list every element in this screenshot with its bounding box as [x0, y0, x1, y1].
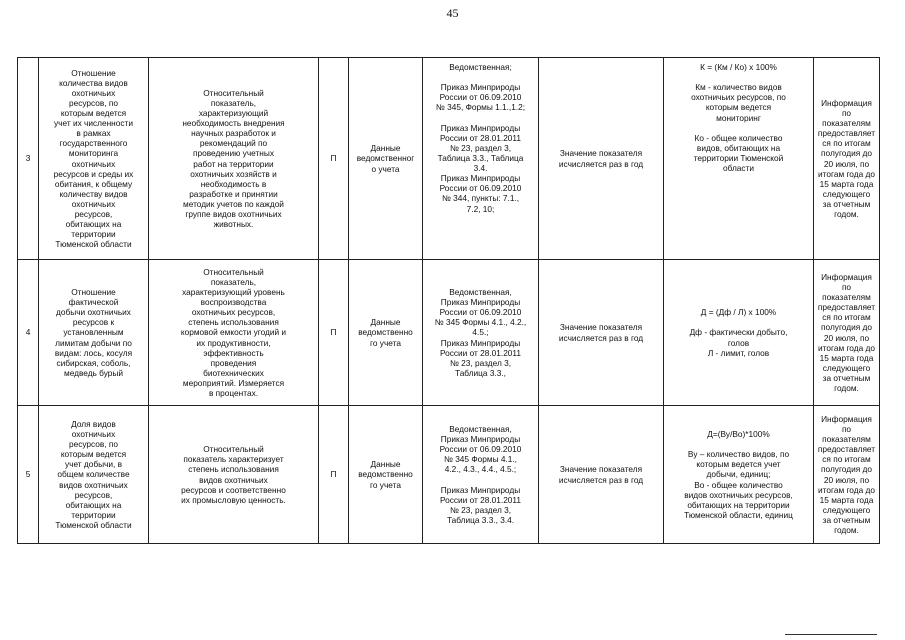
row-number: 5 — [18, 406, 39, 544]
data-source: Данные ведомственног о учета — [349, 58, 423, 260]
table-row — [18, 260, 880, 406]
indicator-description: Относительный показатель, характеризующий необходимость внедрения научных разработок и рекомендаций по проведению учетных работ на территории охотничьих хозяйств и необходимость в разработке и принятии методик учетов по каждой группе видов охотничьих животных. — [149, 58, 319, 260]
reporting-info: Информация по показателям предоставляет ся по итогам полугодия до 20 июля, по итогам года до 15 марта года следующего за отчетным годом. — [814, 406, 880, 544]
calculation-formula: Д = (Дф / Л) х 100% Дф - фактически добыто, голов Л - лимит, голов — [664, 260, 814, 406]
table-row — [18, 406, 880, 544]
reporting-info: Информация по показателям предоставляет ся по итогам полугодия до 20 июля, по итогам года до 15 марта года следующего за отчетным годом. — [814, 260, 880, 406]
scan-edge-mark — [785, 634, 877, 635]
regulatory-basis: Ведомственная; Приказ Минприроды России от 06.09.2010 № 345, Формы 1.1.,1.2; Приказ Минприроды России от 28.01.2011 № 23, раздел 3, Таблица 3.3., Таблица 3.4. Приказ Минприроды России от 06.09.2010 № 344, пункты: 7.1., 7.2, 10; — [423, 58, 539, 260]
indicator-type: П — [319, 58, 349, 260]
indicator-description: Относительный показатель, характеризующий уровень воспроизводства охотничьих ресурсов, степень использования кормовой емкости угодий и их продуктивности, эффективность проведения биотехнических мероприятий. Измеряется в процентах. — [149, 260, 319, 406]
indicator-name: Отношение фактической добычи охотничьих ресурсов к установленным лимитам добычи по видам: лось, косуля сибирская, соболь, медведь бурый — [39, 260, 149, 406]
indicator-type: П — [319, 260, 349, 406]
indicator-name: Отношение количества видов охотничьих ресурсов, по которым ведется учет их численности в рамках государственного мониторинга охотничьих ресурсов и среды их обитания, к общему количеству видов охотничьих ресурсов, обитающих на территории Тюменской области — [39, 58, 149, 260]
indicators-table — [17, 57, 880, 544]
calculation-formula: К = (Км / Ко) х 100% Км - количество видов охотничьих ресурсов, по которым ведется мониторинг Ко - общее количество видов, обитающих на территории Тюменской области — [664, 58, 814, 260]
row-number: 4 — [18, 260, 39, 406]
indicator-type: П — [319, 406, 349, 544]
reporting-info: Информация по показателям предоставляет ся по итогам полугодия до 20 июля, по итогам года до 15 марта года следующего за отчетным годом. — [814, 58, 880, 260]
calculation-frequency: Значение показателя исчисляется раз в год — [539, 406, 664, 544]
calculation-frequency: Значение показателя исчисляется раз в год — [539, 58, 664, 260]
data-source: Данные ведомственно го учета — [349, 260, 423, 406]
calculation-formula: Д=(Ву/Во)*100% Ву – количество видов, по которым ведется учет добычи, единиц; Во - общее количество видов охотничьих ресурсов, обитающих на территории Тюменской области, единиц — [664, 406, 814, 544]
row-number: 3 — [18, 58, 39, 260]
calculation-frequency: Значение показателя исчисляется раз в год — [539, 260, 664, 406]
indicator-description: Относительный показатель характеризует степень использования видов охотничьих ресурсов и соответственно их промысловую ценность. — [149, 406, 319, 544]
page-number: 45 — [446, 6, 459, 20]
regulatory-basis: Ведомственная, Приказ Минприроды России от 06.09.2010 № 345 Формы 4.1., 4.2., 4.5.; Приказ Минприроды России от 28.01.2011 № 23, раздел 3, Таблица 3.3., — [423, 260, 539, 406]
indicator-name: Доля видов охотничьих ресурсов, по которым ведется учет добычи, в общем количестве видов охотничьих ресурсов, обитающих на территории Тюменской области — [39, 406, 149, 544]
regulatory-basis: Ведомственная, Приказ Минприроды России от 06.09.2010 № 345 Формы 4.1., 4.2., 4.3., 4.4., 4.5.; Приказ Минприроды России от 28.01.2011 № 23, раздел 3, Таблица 3.3., 3.4. — [423, 406, 539, 544]
table-row — [18, 58, 880, 260]
data-source: Данные ведомственно го учета — [349, 406, 423, 544]
